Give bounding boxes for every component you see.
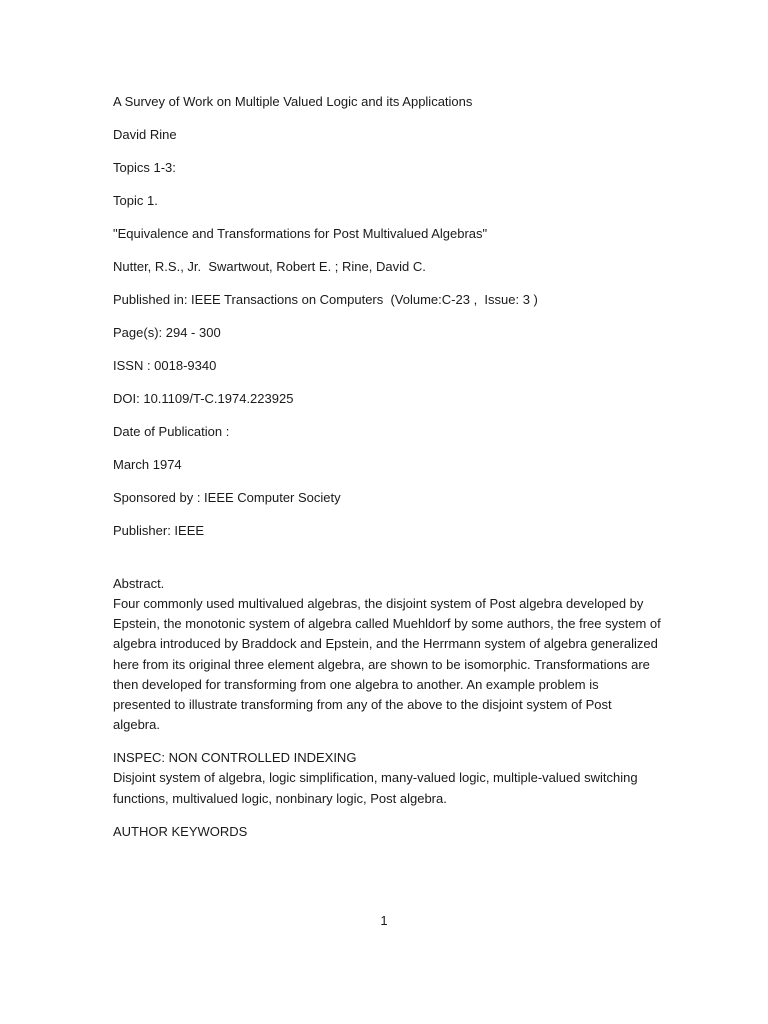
abstract-line: presented to illustrate transforming from any of the above to the disjoint system of Post — [113, 697, 612, 713]
abstract-line: Epstein, the monotonic system of algebra called Muehldorf by some authors, the free system of — [113, 616, 661, 632]
inspec-paragraph — [113, 768, 658, 808]
abstract-line: algebra introduced by Braddock and Epstein, and the Herrmann system of algebra generalized — [113, 636, 658, 652]
page-number: 1 — [380, 913, 388, 928]
pages: Page(s): 294 - 300 — [113, 325, 221, 340]
author-keywords-heading: AUTHOR KEYWORDS — [113, 823, 248, 839]
publisher: Publisher: IEEE — [113, 523, 205, 538]
doi: DOI: 10.1109/T-C.1974.223925 — [113, 391, 294, 406]
topics-heading: Topics 1-3: — [113, 160, 176, 175]
inspec-line: Disjoint system of algebra, logic simplification, many-valued logic, multiple-valued switching — [113, 770, 638, 786]
document-title: A Survey of Work on Multiple Valued Logic and its Applications — [113, 94, 473, 109]
abstract-heading: Abstract. — [113, 576, 165, 591]
author-name: David Rine — [113, 127, 177, 142]
abstract-paragraph — [113, 594, 661, 735]
paper-authors: Nutter, R.S., Jr. Swartwout, Robert E. ; Rine, David C. — [113, 259, 426, 274]
date-label: Date of Publication : — [113, 424, 230, 439]
document-body — [113, 92, 661, 842]
sponsored-by: Sponsored by : IEEE Computer Society — [113, 490, 341, 505]
date-value: March 1974 — [113, 457, 182, 472]
abstract-line: algebra. — [113, 717, 160, 733]
abstract-line: here from its original three element algebra, are shown to be isomorphic. Transformations are — [113, 656, 650, 672]
paper-title: "Equivalence and Transformations for Post Multivalued Algebras" — [113, 226, 488, 241]
inspec-heading: INSPEC: NON CONTROLLED INDEXING — [113, 750, 357, 766]
topic-label: Topic 1. — [113, 193, 158, 208]
abstract-line: then developed for transforming from one algebra to another. An example problem is — [113, 676, 599, 692]
issn: ISSN : 0018-9340 — [113, 358, 217, 373]
abstract-line: Four commonly used multivalued algebras, the disjoint system of Post algebra developed by — [113, 596, 644, 611]
published-in: Published in: IEEE Transactions on Computers (Volume:C-23 , Issue: 3 ) — [113, 292, 538, 307]
inspec-line: functions, multivalued logic, nonbinary logic, Post algebra. — [113, 790, 447, 806]
